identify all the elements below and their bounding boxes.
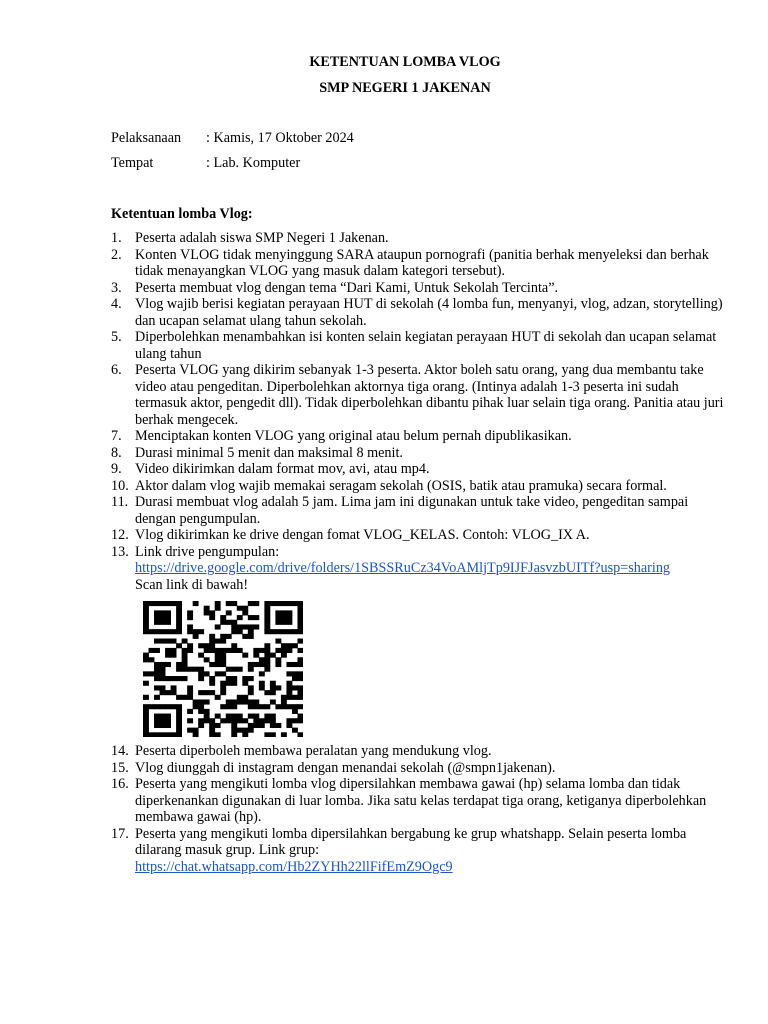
rule-number: 8. (111, 444, 122, 461)
rule-number: 10. (111, 477, 129, 494)
rule-text: Vlog wajib berisi kegiatan perayaan HUT di sekolah (4 lomba fun, menyanyi, vlog, adzan, storytelling) dan ucapan selamat ulang tahun sekolah. (135, 296, 723, 329)
rule-text: Video dikirimkan dalam format mov, avi, atau mp4. (135, 461, 430, 477)
rule-number: 7. (111, 428, 122, 444)
rule-number: 3. (111, 279, 122, 296)
document-title: KETENTUAN LOMBA VLOG (309, 54, 501, 70)
rule-text: Vlog dikirimkan ke drive dengan fomat VLOG_KELAS. Contoh: VLOG_IX A. (135, 527, 590, 543)
rule-number: 14. (111, 743, 129, 759)
rule-item (111, 826, 731, 876)
rule-text: Peserta membuat vlog dengan tema “Dari Kami, Untuk Sekolah Tercinta”. (135, 279, 559, 296)
qr-code-icon (143, 601, 303, 737)
info-label: Tempat (111, 155, 154, 171)
info-value: : Lab. Komputer (206, 155, 301, 171)
drive-link[interactable]: https://drive.google.com/drive/folders/1SBSSRuCz34VoAMljTp9IJFJasvzbUITf?usp=sharing (135, 560, 671, 576)
rule-number: 9. (111, 461, 122, 477)
rule-text: Durasi membuat vlog adalah 5 jam. Lima jam ini digunakan untuk take video, pengeditan sampai dengan pengumpulan. (135, 494, 689, 527)
rule-text: Peserta yang mengikuti lomba vlog dipersilahkan membawa gawai (hp) selama lomba dan tidak diperkenankan digunakan di luar lomba. Jika satu kelas terdapat tiga orang, ketiganya diperbolehkan membawa gawai (hp). (135, 776, 707, 825)
rule-item (111, 247, 731, 280)
rule-number: 12. (111, 527, 129, 543)
rule-item (111, 428, 731, 445)
rule-number: 11. (111, 494, 129, 510)
scan-instruction: Scan link di bawah! (135, 576, 249, 593)
rule-number: 1. (111, 230, 122, 246)
rule-item (111, 461, 731, 478)
rule-text: Menciptakan konten VLOG yang original atau belum pernah dipublikasikan. (135, 428, 572, 444)
rule-text: Peserta adalah siswa SMP Negeri 1 Jakenan. (135, 230, 389, 246)
rule-item (111, 478, 731, 495)
document-subtitle: SMP NEGERI 1 JAKENAN (319, 80, 491, 96)
rule-item (111, 776, 731, 826)
rule-number: 13. (111, 543, 129, 560)
rule-number: 4. (111, 296, 122, 312)
rule-item (111, 494, 731, 527)
info-label: Pelaksanaan (111, 130, 182, 146)
rule-item (111, 280, 731, 297)
rule-text: Peserta diperboleh membawa peralatan yang mendukung vlog. (135, 743, 492, 759)
rule-number: 15. (111, 759, 129, 776)
rule-text: Vlog diunggah di instagram dengan menandai sekolah (@smpn1jakenan). (135, 759, 556, 776)
rules-heading: Ketentuan lomba Vlog: (111, 206, 253, 222)
rule-number: 2. (111, 246, 122, 263)
rules-list (111, 230, 731, 875)
rule-item (111, 527, 731, 544)
rule-text: Konten VLOG tidak menyinggung SARA ataupun pornografi (panitia berhak menyeleksi dan berhak tidak menayangkan VLOG yang masuk dalam kategori tersebut). (135, 246, 709, 279)
rule-item (111, 230, 731, 247)
rule-text: Durasi minimal 5 menit dan maksimal 8 menit. (135, 444, 403, 461)
rule-item (111, 445, 731, 462)
rule-text: Peserta VLOG yang dikirim sebanyak 1-3 peserta. Aktor boleh satu orang, yang dua membantu take video atau pengeditan. Diperbolehkan aktornya tiga orang. (Intinya adalah 1-3 peserta ini sudah termasuk aktor, pengedit dll). Tidak diperbolehkan dibantu pihak luar selain tiga orang. Panitia atau juri berhak mengecek. (135, 362, 724, 428)
whatsapp-group-link[interactable]: https://chat.whatsapp.com/Hb2ZYHh22llFifEmZ9Ogc9 (135, 858, 453, 875)
info-value: : Kamis, 17 Oktober 2024 (206, 130, 354, 146)
rule-item (111, 544, 731, 738)
rule-item (111, 296, 731, 329)
rule-text: Aktor dalam vlog wajib memakai seragam sekolah (OSIS, batik atau pramuka) secara formal. (135, 477, 667, 494)
rule-number: 17. (111, 825, 129, 842)
rule-number: 5. (111, 329, 122, 345)
rule-number: 16. (111, 776, 129, 792)
rule-item (111, 760, 731, 777)
rule-item (111, 743, 731, 760)
rule-text: Diperbolehkan menambahkan isi konten selain kegiatan perayaan HUT di sekolah dan ucapan selamat ulang tahun (135, 329, 717, 362)
rule-number: 6. (111, 362, 122, 378)
rule-item (111, 362, 731, 428)
rule-text: Link drive pengumpulan: (135, 543, 280, 560)
rule-text: Peserta yang mengikuti lomba dipersilahkan bergabung ke grup whatshapp. Selain peserta lomba dilarang masuk grup. Link grup: (135, 825, 687, 858)
rule-item (111, 329, 731, 362)
